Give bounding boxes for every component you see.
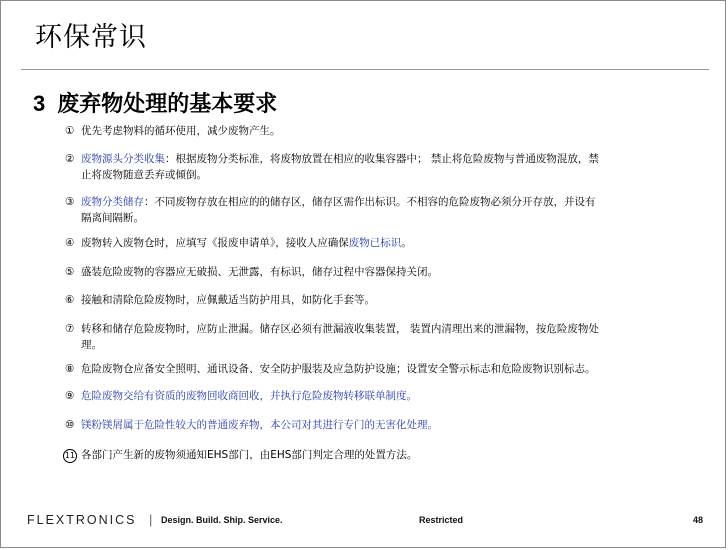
item-highlight: 废物分类储存 xyxy=(81,196,144,208)
item-text-tail: 。 xyxy=(401,237,412,249)
page-number: 48 xyxy=(693,515,704,525)
item-marker: ⑩ xyxy=(65,419,75,431)
footer-separator: | xyxy=(149,512,153,527)
item-highlight: 镁粉镁屑属于危险性较大的普通废弃物，本公司对其进行专门的无害化处理。 xyxy=(81,419,438,431)
item-marker: ⑥ xyxy=(65,294,75,306)
item-marker: ④ xyxy=(65,237,75,249)
list-item-4 xyxy=(65,235,677,251)
classification-label: Restricted xyxy=(419,515,464,525)
item-marker: ③ xyxy=(65,196,75,208)
item-highlight: 废物源头分类收集 xyxy=(81,153,165,165)
item-text: ：不同废物存放在相应的的储存区，储存区需作出标识。不相容的危险废物必须分开存放，并设有 xyxy=(144,196,596,208)
item-highlight: 危险废物交给有资质的废物回收商回收，并执行危险废物转移联单制度。 xyxy=(81,390,417,402)
list-item-3 xyxy=(65,194,677,226)
list-item-9 xyxy=(65,388,677,404)
item-marker-circled: 11 xyxy=(63,449,77,463)
item-highlight: 废物已标识 xyxy=(348,237,402,249)
list-item-5 xyxy=(65,264,677,280)
list-item-6 xyxy=(65,292,677,308)
item-text: 废物转入废物仓时，应填写《报废申请单》，接收人应确保 xyxy=(81,237,349,249)
footer xyxy=(27,513,707,529)
item-marker: ① xyxy=(65,125,75,137)
slide-title: 环保常识 xyxy=(35,22,147,53)
list-item-7 xyxy=(65,321,677,353)
list-item-10 xyxy=(65,417,677,433)
item-marker: ⑧ xyxy=(65,363,75,375)
list-item-8 xyxy=(65,361,677,377)
item-marker: ⑨ xyxy=(65,390,75,402)
title-divider xyxy=(21,69,709,70)
section-heading xyxy=(33,87,277,118)
list-item-1 xyxy=(65,123,677,139)
item-text: 危险废物仓应备安全照明、通讯设备、安全防护服装及应急防护设施；设置安全警示标志和危险废物识别标志。 xyxy=(81,363,596,375)
footer-tagline: Design. Build. Ship. Service. xyxy=(161,515,283,525)
item-marker: ② xyxy=(65,153,75,165)
item-text: 接触和清除危险废物时，应佩戴适当防护用具，如防化手套等。 xyxy=(81,294,375,306)
brand-logo: FLEXTRONICS xyxy=(27,513,137,527)
item-continuation: 隔离间隔断。 xyxy=(81,212,144,224)
list-item-11 xyxy=(63,447,675,463)
item-continuation: 止将废物随意丢弃或倾倒。 xyxy=(81,169,207,181)
item-text: 优先考虑物料的循环使用，减少废物产生。 xyxy=(81,125,281,137)
item-marker: ⑦ xyxy=(65,323,75,335)
item-marker: ⑤ xyxy=(65,266,75,278)
item-text: 各部门产生新的废物须通知EHS部门，由EHS部门判定合理的处置方法。 xyxy=(81,449,418,461)
item-text: 盛装危险废物的容器应无破损、无泄露，有标识，储存过程中容器保持关闭。 xyxy=(81,266,438,278)
section-number: 3 xyxy=(33,91,46,116)
item-text: ：根据废物分类标准，将废物放置在相应的收集容器中； 禁止将危险废物与普通废物混放，禁 xyxy=(165,153,599,165)
item-continuation: 理。 xyxy=(81,339,102,351)
item-text: 转移和储存危险废物时，应防止泄漏。储存区必须有泄漏液收集装置， 装置内清理出来的泄漏物，按危险废物处 xyxy=(81,323,599,335)
section-title: 废弃物处理的基本要求 xyxy=(57,91,278,117)
list-item-2 xyxy=(65,151,677,183)
